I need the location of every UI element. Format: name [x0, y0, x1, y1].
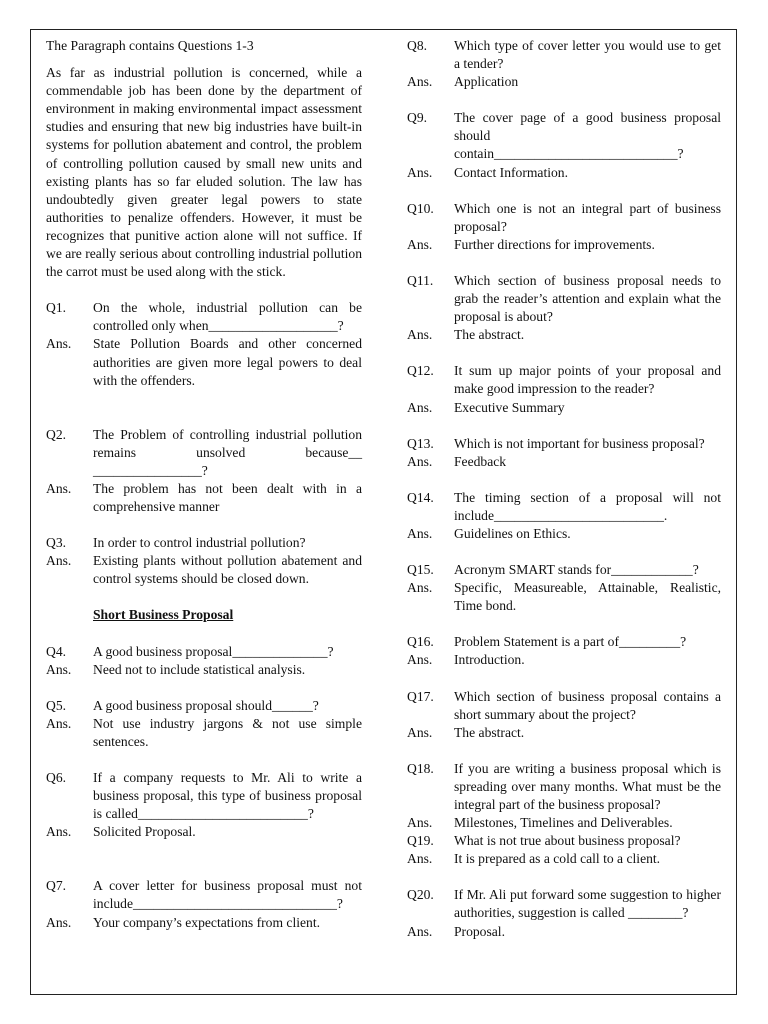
question-q14 — [407, 489, 721, 543]
answer-text: Existing plants without pollution abatement and control systems should be closed down. — [93, 553, 362, 587]
question-label: Q10. — [407, 200, 434, 216]
answer-text: Guidelines on Ethics. — [454, 525, 571, 541]
question-label: Q7. — [46, 878, 67, 894]
question-q11 — [407, 272, 721, 344]
answer-label: Ans. — [407, 580, 433, 596]
question-label: Q14. — [407, 489, 434, 505]
question-label: Q9. — [407, 110, 428, 126]
question-text: The Problem of controlling industrial pollution remains unsolved because__ ________________? — [93, 426, 362, 478]
question-q1 — [46, 299, 362, 389]
question-label: Q4. — [46, 643, 67, 659]
question-q2 — [46, 426, 362, 516]
answer-text: The abstract. — [454, 327, 525, 343]
question-text: Which type of cover letter you would use to get a tender? — [454, 38, 721, 72]
answer-text: Specific, Measureable, Attainable, Realistic, Time bond. — [454, 580, 721, 614]
question-q13 — [407, 435, 721, 471]
passage-paragraph: As far as industrial pollution is concerned, while a commendable job has been done by the department of environment in making environmental impact assessment studies and ensuring that new big industries have built-in systems for pollution abatement and control, the problem of controlling pollution caused by small new units and existing plants has so far eluded solution. The law has undoubtedly given greater legal powers to state authorities to penalize offenders. However, it must be recognizes that punitive action alone will not suffice. If we are really serious about controlling industrial pollution the carrot must be used along with the stick. — [46, 65, 362, 280]
question-text: A good business proposal______________? — [93, 643, 334, 659]
answer-label: Ans. — [46, 824, 72, 840]
question-label: Q15. — [407, 562, 434, 578]
question-label: Q3. — [46, 535, 67, 551]
question-q10 — [407, 200, 721, 254]
question-text: If Mr. Ali put forward some suggestion to higher authorities, suggestion is called ________? — [454, 887, 721, 921]
question-q3 — [46, 534, 362, 588]
question-text: The cover page of a good business proposal should contain___________________________? — [454, 110, 721, 162]
question-q12 — [407, 362, 721, 416]
answer-text: State Pollution Boards and other concerned authorities are given more legal powers to deal with the offenders. — [93, 336, 362, 388]
question-q19 — [407, 832, 721, 868]
question-q15 — [407, 561, 721, 615]
question-label: Q16. — [407, 634, 434, 650]
answer-label: Ans. — [46, 715, 72, 731]
question-label: Q19. — [407, 833, 434, 849]
question-text: If a company requests to Mr. Ali to write a business proposal, this type of business proposal is called_________________________? — [93, 770, 362, 822]
question-label: Q6. — [46, 770, 67, 785]
answer-label: Ans. — [407, 236, 433, 252]
answer-label: Ans. — [407, 923, 433, 939]
answer-label: Ans. — [407, 453, 433, 469]
question-label: Q5. — [46, 697, 67, 713]
answer-text: Contact Information. — [454, 164, 569, 180]
answer-label: Ans. — [46, 661, 72, 677]
answer-label: Ans. — [407, 399, 433, 415]
answer-label: Ans. — [46, 336, 72, 352]
question-text: In order to control industrial pollution? — [93, 535, 306, 551]
question-text: Acronym SMART stands for____________? — [454, 562, 699, 578]
question-text: It sum up major points of your proposal and make good impression to the reader? — [454, 363, 721, 397]
question-text: A good business proposal should______? — [93, 697, 319, 713]
question-label: Q11. — [407, 272, 434, 288]
answer-label: Ans. — [407, 164, 433, 180]
question-q18 — [407, 760, 721, 832]
question-text: Which one is not an integral part of business proposal? — [454, 200, 721, 234]
answer-text: Need not to include statistical analysis. — [93, 661, 306, 677]
question-label: Q2. — [46, 426, 67, 442]
answer-text: Not use industry jargons & not use simple sentences. — [93, 715, 362, 749]
question-text: What is not true about business proposal? — [454, 833, 681, 849]
answer-text: It is prepared as a cold call to a client. — [454, 851, 661, 867]
question-label: Q18. — [407, 760, 434, 776]
answer-text: Further directions for improvements. — [454, 236, 655, 252]
answer-text: The problem has not been dealt with in a comprehensive manner — [93, 480, 362, 515]
section-title: Short Business Proposal — [93, 607, 234, 623]
answer-label: Ans. — [46, 553, 72, 569]
question-q5 — [46, 697, 362, 751]
question-label: Q13. — [407, 435, 434, 451]
answer-text: Introduction. — [454, 652, 525, 668]
answer-label: Ans. — [407, 327, 433, 343]
question-text: Which section of business proposal contains a short summary about the project? — [454, 688, 721, 722]
answer-text: Application — [454, 74, 519, 90]
answer-text: Milestones, Timelines and Deliverables. — [454, 815, 673, 831]
question-q6 — [46, 769, 362, 841]
question-text: Which section of business proposal needs to grab the reader’s attention and explain what the proposal is about? — [454, 272, 721, 325]
question-label: Q17. — [407, 688, 434, 704]
answer-label: Ans. — [407, 652, 433, 668]
answer-label: Ans. — [407, 74, 433, 90]
question-text: A cover letter for business proposal must not include______________________________? — [93, 878, 362, 912]
question-text: Which is not important for business proposal? — [454, 435, 705, 451]
question-label: Q1. — [46, 300, 67, 316]
right-column — [407, 37, 721, 941]
question-q9 — [407, 109, 721, 181]
answer-label: Ans. — [46, 480, 72, 496]
answer-text: Feedback — [454, 453, 507, 469]
answer-text: Proposal. — [454, 923, 505, 939]
question-label: Q20. — [407, 887, 434, 903]
answer-label: Ans. — [407, 815, 433, 831]
answer-label: Ans. — [407, 851, 433, 867]
question-q4 — [46, 643, 362, 679]
answer-text: The abstract. — [454, 724, 525, 740]
answer-label: Ans. — [407, 724, 433, 740]
passage-heading: The Paragraph contains Questions 1-3 — [46, 38, 254, 53]
question-q16 — [407, 633, 721, 669]
question-q20 — [407, 886, 721, 940]
answer-label: Ans. — [46, 914, 72, 930]
question-text: On the whole, industrial pollution can be controlled only when___________________? — [93, 300, 362, 334]
question-text: The timing section of a proposal will not include_________________________. — [454, 489, 721, 523]
answer-text: Your company’s expectations from client. — [93, 914, 321, 930]
answer-text: Executive Summary — [454, 399, 565, 415]
question-label: Q8. — [407, 38, 428, 53]
question-q7 — [46, 877, 362, 931]
left-column — [46, 37, 362, 932]
answer-label: Ans. — [407, 525, 433, 541]
answer-text: Solicited Proposal. — [93, 824, 196, 840]
question-q8 — [407, 37, 721, 91]
question-label: Q12. — [407, 363, 434, 379]
question-text: Problem Statement is a part of_________? — [454, 634, 687, 650]
question-q17 — [407, 688, 721, 742]
question-text: If you are writing a business proposal which is spreading over many months. What must be the integral part of the business proposal? — [454, 760, 721, 812]
